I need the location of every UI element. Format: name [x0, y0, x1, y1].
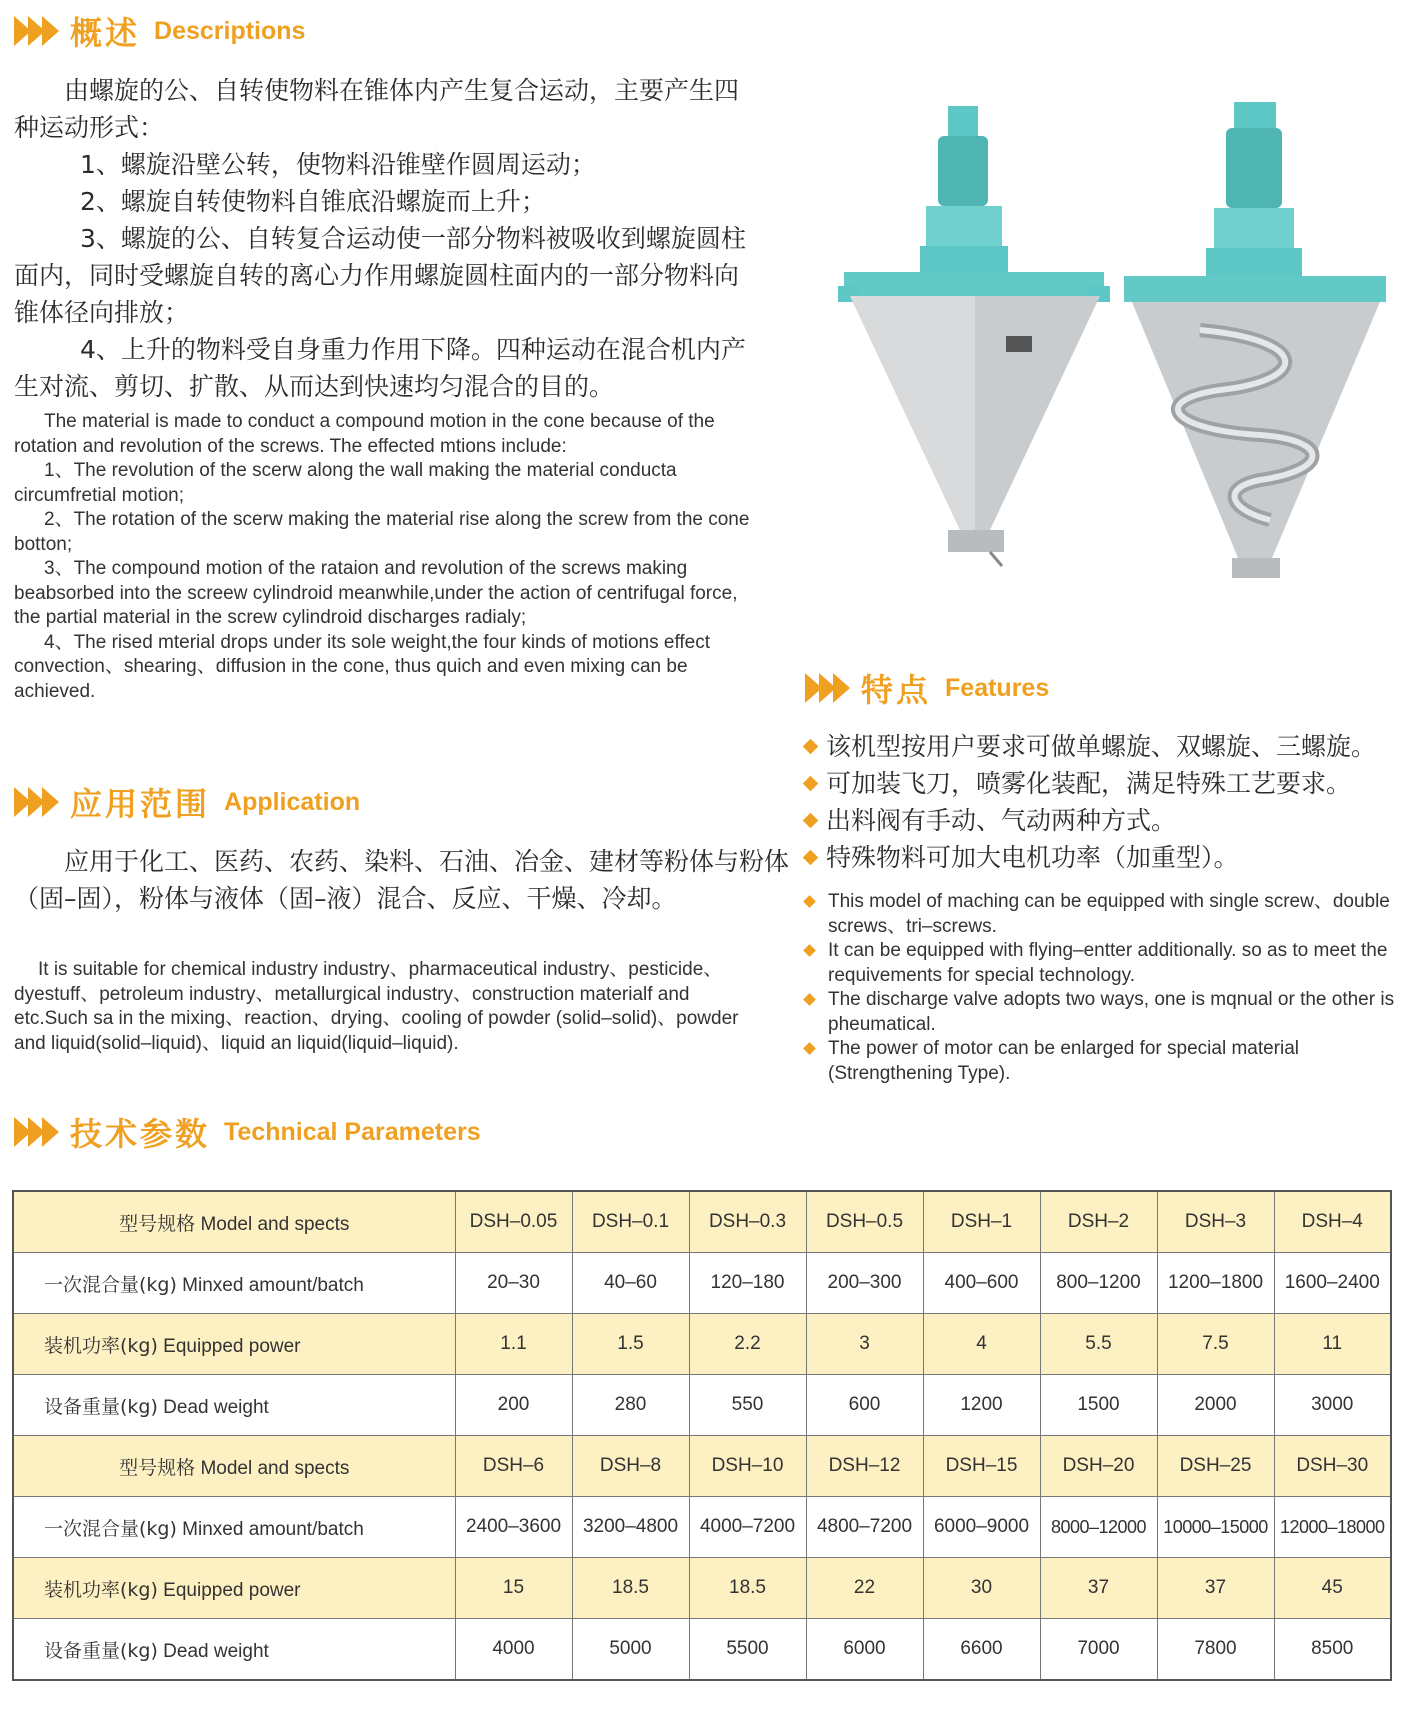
- row-label-en: Dead weight: [163, 1640, 269, 1662]
- table-cell: 30: [923, 1558, 1040, 1619]
- table-cell: DSH–0.05: [455, 1191, 572, 1253]
- description-en-item: 2、The rotation of the scerw making the material rise along the screw from the cone botton;: [14, 509, 750, 555]
- diamond-bullet-icon: [803, 739, 819, 755]
- table-cell: 3200–4800: [572, 1497, 689, 1558]
- description-cn-para: 由螺旋的公、自转使物料在锥体内产生复合运动，主要产生四种运动形式：: [14, 76, 740, 142]
- feature-en-text: This model of maching can be equipped with single screw、double screws、tri–screws.: [828, 891, 1390, 937]
- table-cell: 5.5: [1040, 1314, 1157, 1375]
- diamond-bullet-icon: [803, 944, 816, 957]
- description-en: [14, 410, 766, 704]
- table-row: [13, 1191, 1391, 1253]
- table-cell: 18.5: [572, 1558, 689, 1619]
- diamond-bullet-icon: [803, 1042, 816, 1055]
- table-cell: 22: [806, 1558, 923, 1619]
- table-cell: 11: [1274, 1314, 1391, 1375]
- table-cell: DSH–25: [1157, 1436, 1274, 1497]
- table-cell: 12000–18000: [1274, 1497, 1391, 1558]
- table-cell: 1500: [1040, 1375, 1157, 1436]
- table-cell: 200–300: [806, 1253, 923, 1314]
- table-row: [13, 1253, 1391, 1314]
- table-cell: 6000–9000: [923, 1497, 1040, 1558]
- table-cell: 800–1200: [1040, 1253, 1157, 1314]
- diamond-bullet-icon: [803, 993, 816, 1006]
- feature-cn-text: 可加装飞刀，喷雾化装配，满足特殊工艺要求。: [826, 769, 1352, 798]
- table-cell: 37: [1040, 1558, 1157, 1619]
- table-cell: DSH–10: [689, 1436, 806, 1497]
- table-cell: DSH–30: [1274, 1436, 1391, 1497]
- row-label: [13, 1497, 455, 1558]
- table-cell: 400–600: [923, 1253, 1040, 1314]
- description-cn-item: 1、螺旋沿壁公转，使物料沿锥壁作圆周运动；: [80, 150, 596, 179]
- row-label-cn: 设备重量(kg): [44, 1395, 158, 1418]
- table-cell: 4: [923, 1314, 1040, 1375]
- row-label-cn: 一次混合量(kg): [44, 1273, 177, 1296]
- table-row: [13, 1436, 1391, 1497]
- row-label-en: Model and spects: [200, 1213, 350, 1235]
- feature-cn-item: [805, 728, 1376, 765]
- table-cell: 15: [455, 1558, 572, 1619]
- description-en-para: The material is made to conduct a compound motion in the cone because of the rotation and revolution of the screws. The effected mtions include:: [14, 411, 715, 457]
- table-cell: 4000: [455, 1619, 572, 1681]
- application-en: [14, 958, 766, 1056]
- table-cell: 2400–3600: [455, 1497, 572, 1558]
- section-heading-technical: [14, 1110, 481, 1154]
- section-heading-features: [805, 666, 1049, 710]
- row-label-cn: 型号规格: [119, 1212, 196, 1235]
- table-cell: 10000–15000: [1157, 1497, 1274, 1558]
- description-cn-item: 3、螺旋的公、自转复合运动使一部分物料被吸收到螺旋圆柱面内，同时受螺旋自转的离心力作用螺旋圆柱面内的一部分物料向锥体径向排放；: [14, 224, 746, 327]
- table-cell: 45: [1274, 1558, 1391, 1619]
- heading-cn: 应用范围: [70, 785, 211, 823]
- table-cell: DSH–0.5: [806, 1191, 923, 1253]
- table-cell: 5000: [572, 1619, 689, 1681]
- table-cell: 1.1: [455, 1314, 572, 1375]
- table-cell: 2000: [1157, 1375, 1274, 1436]
- table-cell: 120–180: [689, 1253, 806, 1314]
- description-en-item: 1、The revolution of the scerw along the wall making the material conducta circumfretial motion;: [14, 460, 677, 506]
- row-label: [13, 1436, 455, 1497]
- row-label: [13, 1314, 455, 1375]
- diamond-bullet-icon: [803, 776, 819, 792]
- chevron-arrows-icon: [14, 787, 56, 817]
- table-cell: 1200: [923, 1375, 1040, 1436]
- table-cell: DSH–2: [1040, 1191, 1157, 1253]
- table-cell: 4000–7200: [689, 1497, 806, 1558]
- feature-en-item: [805, 890, 1410, 939]
- description-cn-item: 2、螺旋自转使物料自锥底沿螺旋而上升；: [80, 187, 546, 216]
- diamond-bullet-icon: [803, 850, 819, 866]
- feature-en-text: The power of motor can be enlarged for special material (Strengthening Type).: [828, 1038, 1300, 1084]
- features-en-list: [805, 890, 1410, 1086]
- row-label-en: Equipped power: [163, 1335, 301, 1357]
- diamond-bullet-icon: [803, 895, 816, 908]
- description-en-item: 4、The rised mterial drops under its sole weight,the four kinds of motions effect convection、shearing、diffusion in the cone, thus quich and even mixing can be achieved.: [14, 631, 711, 702]
- heading-cn: 技术参数: [70, 1115, 211, 1153]
- section-heading-application: [14, 780, 360, 824]
- table-row: [13, 1497, 1391, 1558]
- table-cell: 4800–7200: [806, 1497, 923, 1558]
- feature-cn-item: [805, 765, 1376, 802]
- table-cell: 6000: [806, 1619, 923, 1681]
- application-cn: [14, 843, 789, 917]
- table-cell: 8500: [1274, 1619, 1391, 1681]
- row-label-cn: 设备重量(kg): [44, 1639, 158, 1662]
- table-row: [13, 1314, 1391, 1375]
- heading-en: Features: [945, 673, 1050, 702]
- table-cell: 1200–1800: [1157, 1253, 1274, 1314]
- mixer-machine-exterior-image: [830, 100, 1120, 580]
- table-cell: 18.5: [689, 1558, 806, 1619]
- heading-en: Application: [224, 787, 361, 816]
- feature-en-text: It can be equipped with flying–entter additionally. so as to meet the requivements for special technology.: [828, 940, 1388, 986]
- heading-en: Technical Parameters: [224, 1117, 481, 1146]
- table-cell: DSH–0.1: [572, 1191, 689, 1253]
- table-row: [13, 1375, 1391, 1436]
- table-cell: 7000: [1040, 1619, 1157, 1681]
- table-cell: 600: [806, 1375, 923, 1436]
- row-label-cn: 型号规格: [119, 1456, 196, 1479]
- table-cell: DSH–3: [1157, 1191, 1274, 1253]
- row-label-en: Minxed amount/batch: [182, 1518, 364, 1540]
- heading-en: Descriptions: [154, 16, 306, 45]
- table-cell: DSH–4: [1274, 1191, 1391, 1253]
- row-label-en: Equipped power: [163, 1579, 301, 1601]
- description-cn-item: 4、上升的物料受自身重力作用下降。四种运动在混合机内产生对流、剪切、扩散、从而达到快速均匀混合的目的。: [14, 335, 746, 401]
- table-cell: DSH–12: [806, 1436, 923, 1497]
- chevron-arrows-icon: [805, 673, 847, 703]
- row-label-cn: 装机功率(kg): [44, 1578, 158, 1601]
- application-cn-text: 应用于化工、医药、农药、染料、石油、冶金、建材等粉体与粉体（固–固），粉体与液体（固–液）混合、反应、干燥、冷却。: [14, 847, 790, 913]
- heading-cn: 特点: [861, 671, 932, 709]
- table-cell: 2.2: [689, 1314, 806, 1375]
- chevron-arrows-icon: [14, 1117, 56, 1147]
- table-cell: DSH–8: [572, 1436, 689, 1497]
- mixer-machine-interior-image: [1110, 100, 1400, 580]
- table-cell: 7.5: [1157, 1314, 1274, 1375]
- feature-en-text: The discharge valve adopts two ways, one is mqnual or the other is pheumatical.: [828, 989, 1395, 1035]
- row-label-en: Model and spects: [200, 1457, 350, 1479]
- table-cell: 550: [689, 1375, 806, 1436]
- table-cell: 3000: [1274, 1375, 1391, 1436]
- feature-cn-item: [805, 839, 1376, 876]
- feature-cn-item: [805, 802, 1376, 839]
- row-label-cn: 一次混合量(kg): [44, 1517, 177, 1540]
- row-label: [13, 1375, 455, 1436]
- heading-cn: 概述: [70, 14, 141, 52]
- technical-parameters-table: [12, 1190, 1392, 1681]
- feature-en-item: [805, 1037, 1410, 1086]
- table-cell: 40–60: [572, 1253, 689, 1314]
- feature-cn-text: 出料阀有手动、气动两种方式。: [826, 806, 1177, 835]
- table-cell: 5500: [689, 1619, 806, 1681]
- description-cn: [14, 72, 762, 405]
- row-label-en: Minxed amount/batch: [182, 1274, 364, 1296]
- diamond-bullet-icon: [803, 813, 819, 829]
- description-en-item: 3、The compound motion of the rataion and revolution of the screws making beabsorbed into the screew cylindroid meanwhile,under the action of centrifugal force, the partial material in the screw cylindroid discharges radialy;: [14, 558, 738, 628]
- table-row: [13, 1558, 1391, 1619]
- feature-en-item: [805, 988, 1410, 1037]
- row-label-en: Dead weight: [163, 1396, 269, 1418]
- row-label-cn: 装机功率(kg): [44, 1334, 158, 1357]
- table-cell: 3: [806, 1314, 923, 1375]
- table-cell: 1600–2400: [1274, 1253, 1391, 1314]
- row-label: [13, 1253, 455, 1314]
- table-cell: DSH–1: [923, 1191, 1040, 1253]
- table-cell: 7800: [1157, 1619, 1274, 1681]
- table-cell: DSH–20: [1040, 1436, 1157, 1497]
- row-label: [13, 1558, 455, 1619]
- row-label: [13, 1191, 455, 1253]
- section-heading-descriptions: [14, 9, 305, 53]
- table-cell: 280: [572, 1375, 689, 1436]
- feature-cn-text: 该机型按用户要求可做单螺旋、双螺旋、三螺旋。: [826, 732, 1377, 761]
- table-cell: 6600: [923, 1619, 1040, 1681]
- feature-en-item: [805, 939, 1410, 988]
- row-label: [13, 1619, 455, 1681]
- table-row: [13, 1619, 1391, 1681]
- table-cell: 20–30: [455, 1253, 572, 1314]
- table-cell: 37: [1157, 1558, 1274, 1619]
- features-cn-list: [805, 728, 1376, 876]
- application-en-text: It is suitable for chemical industry industry、pharmaceutical industry、pesticide、dyestuff、petroleum industry、metallurgical industry、construction materialf and etc.Such sa in the mixing、reaction、drying、cooling of powder (solid–solid)、powder and liquid(solid–liquid)、liquid an liquid(liquid–liquid).: [14, 959, 739, 1054]
- table-cell: DSH–6: [455, 1436, 572, 1497]
- table-cell: 8000–12000: [1040, 1497, 1157, 1558]
- table-cell: 1.5: [572, 1314, 689, 1375]
- table-cell: 200: [455, 1375, 572, 1436]
- table-cell: DSH–0.3: [689, 1191, 806, 1253]
- feature-cn-text: 特殊物料可加大电机功率（加重型）。: [826, 843, 1239, 872]
- chevron-arrows-icon: [14, 16, 56, 46]
- table-cell: DSH–15: [923, 1436, 1040, 1497]
